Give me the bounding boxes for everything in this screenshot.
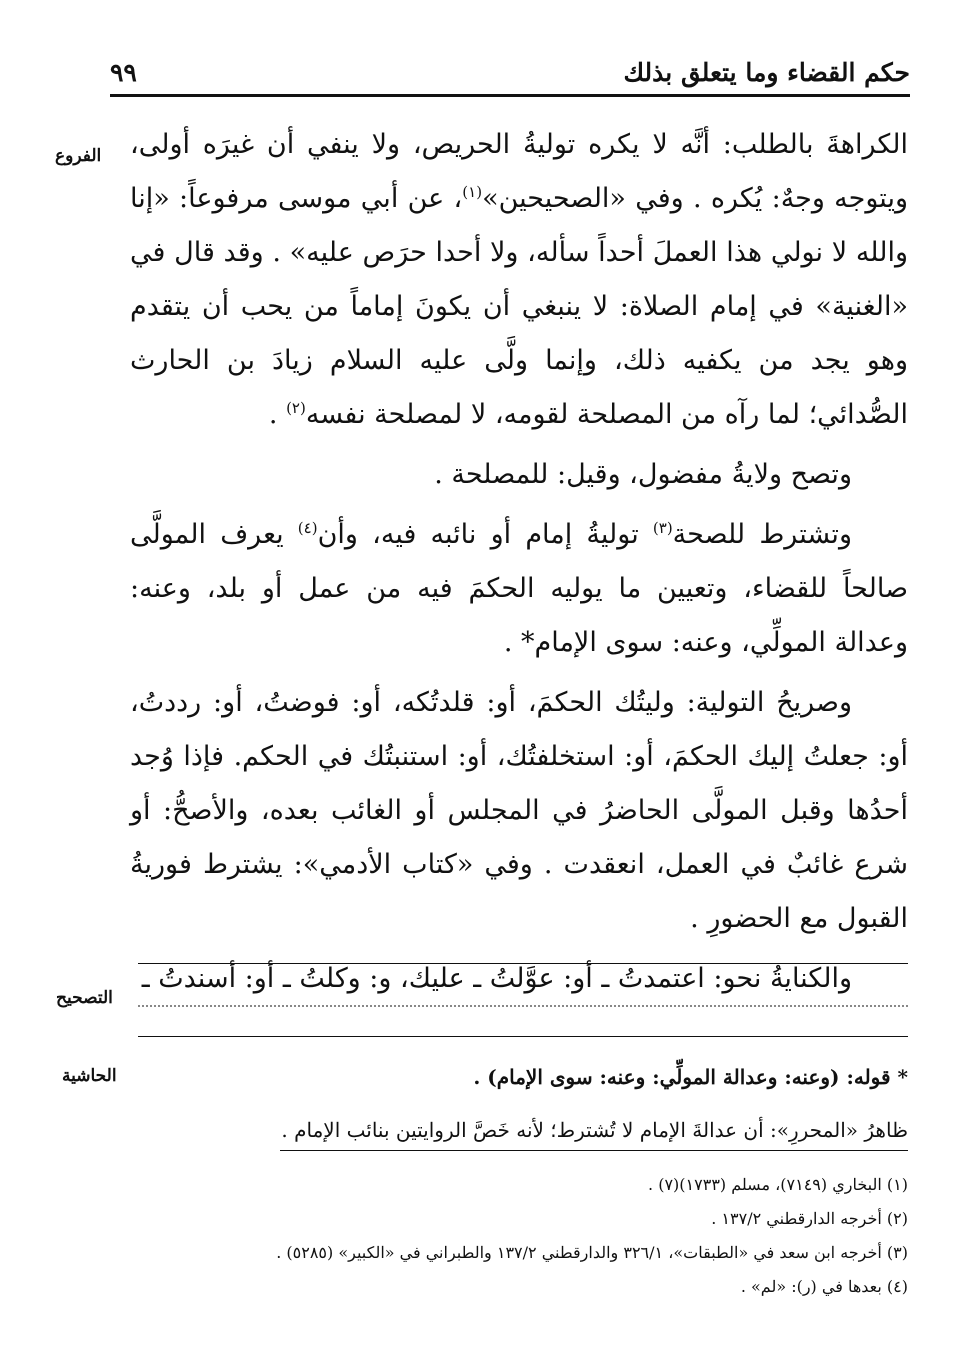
text-run: وصريحُ التولية: وليتُك الحكمَ، أو: قلدتُكه، أو: فوضتُ، أو: رددتُ، أو: جعلتُ إليك الحكمَ، أو: استخلفتُك، أو: استنبتُك في الحكم. فإذا وُجد أحدُها وقبل المولَّى الحاضرُ في المجلس أو الغائب بعده، والأصحُّ: أو شرع غائبٌ في العمل، انعقدت . وفي «كتاب الأدمي»: يشترط فوريةُ القبول مع الحضورِ . (130, 687, 908, 934)
hashiya-quote: * قوله: (وعنه: وعدالة المولِّي: وعنه: سوى الإمام) . (473, 1065, 908, 1089)
paragraph (130, 676, 908, 946)
hashiya-text: ظاهرُ «المحررِ»: أن عدالةَ الإمام لا تُشترط؛ لأنه خَصَّ الروايتين بنائب الإمام . (281, 1118, 908, 1142)
margin-label-furu: الفروع (55, 146, 102, 166)
main-text (130, 118, 908, 1012)
footnote: (٢) أخرجه الدارقطني ١٣٧/٢ . (711, 1209, 908, 1228)
section-divider (138, 1036, 908, 1037)
footnote-marker: (١) (462, 183, 483, 201)
footnote-marker: (٤) (297, 519, 318, 537)
header-rule (110, 94, 910, 97)
text-run: . (268, 399, 287, 430)
running-title: حكم القضاء وما يتعلق بذلك (623, 58, 910, 87)
page-header (110, 58, 910, 92)
text-run: وتصح ولايةُ مفضول، وقيل: للمصلحة . (434, 459, 852, 490)
margin-label-tashih: التصحيح (56, 988, 113, 1008)
footnote-marker: (٢) (286, 399, 306, 417)
paragraph (130, 118, 908, 442)
margin-label-hashiya: الحاشية (62, 1066, 117, 1086)
text-run: وتشترط للصحة (672, 519, 852, 550)
text-run: والكنايةُ نحو: اعتمدتُ ـ أو: عوَّلتُ ـ عليك، و: وكلتُ ـ أو: أسندتُ ـ (141, 963, 852, 994)
tashih-dotted-line (138, 1005, 908, 1007)
footnote: (٣) أخرجه ابن سعد في «الطبقات»، ٣٢٦/١ والدارقطني ١٣٧/٢ والطبراني في «الكبير» (٥٢٨٥) . (276, 1243, 908, 1262)
section-divider (138, 963, 908, 964)
text-run: توليةُ إمام أو نائبه فيه، وأن (317, 519, 653, 550)
footnote-marker: (٣) (652, 519, 673, 537)
paragraph (130, 952, 908, 1006)
page-number: ٩٩ (110, 58, 137, 87)
text-run: الكراهةَ بالطلب: أنَّه لا يكره توليةُ الحريص، ولا ينفي أن غيرَه أولى، ويتوجه وجهٌ: يُكره . وفي «الصحيحين» (130, 129, 908, 214)
footnote: (٤) بعدها في (ر): «لم» . (740, 1277, 908, 1296)
footnote: (١) البخاري (٧١٤٩)، مسلم (١٧٣٣)(٧) . (648, 1175, 908, 1194)
paragraph (130, 508, 908, 670)
text-run: ، عن أبي موسى مرفوعاً: «إنا والله لا نولي هذا العملَ أحداً سأله، ولا أحدا حرَص عليه» . وقد قال في «الغنية» في إمام الصلاة: لا ينبغي أن يكونَ إماماً من يحب أن يتقدم وهو يجد من يكفيه ذلك، وإنما ولَّى عليه السلام زيادَ بن الحارث الصُّدائي؛ لما رآه من المصلحة لقومه، لا لمصلحة نفسه (130, 183, 908, 430)
paragraph (130, 448, 908, 502)
footnotes (148, 1168, 908, 1304)
footnote-divider (280, 1150, 908, 1151)
text-run: يعرف المولَّى صالحاً للقضاء، وتعيين ما يوليه الحكمَ فيه من عمل أو بلد، وعنه: وعدالة المولِّي، وعنه: سوى الإمام* . (130, 519, 908, 658)
